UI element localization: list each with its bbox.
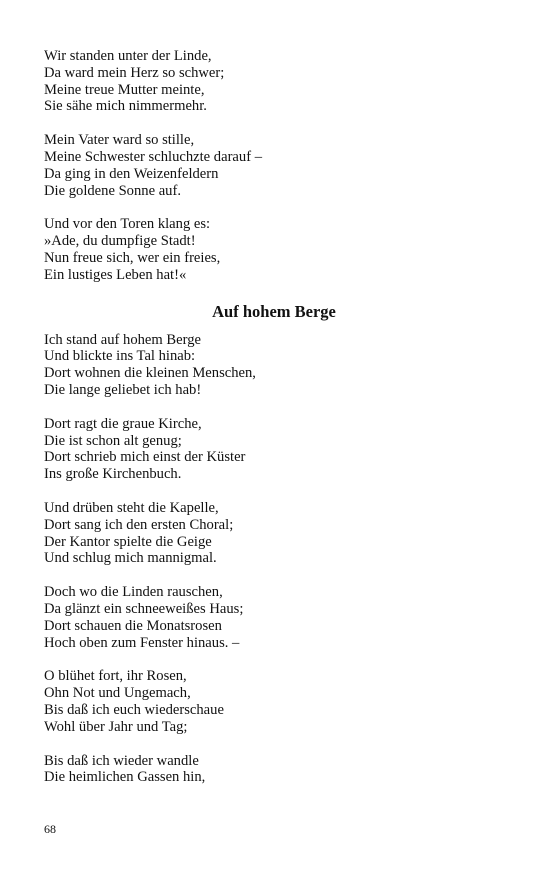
verse-line: Die lange geliebet ich hab! [44,381,202,398]
verse-line: Ein lustiges Leben hat!« [44,266,187,283]
verse-line: Mein Vater ward so stille, [44,132,195,149]
verse-line: Meine treue Mutter meinte, [44,81,205,98]
verse-line: Hoch oben zum Fenster hinaus. – [44,634,240,651]
verse-line: Dort schauen die Monatsrosen [44,617,222,634]
verse-line: Die ist schon alt genug; [44,432,182,449]
poem-auf-hohem-berge [44,332,504,787]
stanza [44,216,504,283]
verse-line: Da glänzt ein schneeweißes Haus; [44,600,244,617]
stanza [44,668,504,735]
verse-line: Nun freue sich, wer ein freies, [44,249,221,266]
verse-line: Die goldene Sonne auf. [44,182,181,199]
verse-line: Dort wohnen die kleinen Menschen, [44,365,256,382]
verse-line: Doch wo die Linden rauschen, [44,584,223,601]
verse-line: O blühet fort, ihr Rosen, [44,668,187,685]
verse-line: Sie sähe mich nimmermehr. [44,98,207,115]
verse-line: Meine Schwester schluchzte darauf – [44,148,263,165]
verse-line: Ich stand auf hohem Berge [44,331,201,348]
verse-line: Ins große Kirchenbuch. [44,466,182,483]
verse-line: Und schlug mich mannigmal. [44,550,217,567]
verse-line: Bis daß ich euch wiederschaue [44,701,224,718]
stanza [44,500,504,567]
poem-continuation [44,48,504,284]
page-content [44,48,504,803]
verse-line: Wohl über Jahr und Tag; [44,718,188,735]
verse-line: Dort schrieb mich einst der Küster [44,449,246,466]
stanza [44,416,504,483]
verse-line: Da ging in den Weizenfeldern [44,165,219,182]
verse-line: Dort sang ich den ersten Choral; [44,516,234,533]
stanza [44,48,504,115]
page-number: 68 [44,822,56,836]
verse-line: Die heimlichen Gassen hin, [44,769,206,786]
verse-line: Und vor den Toren klang es: [44,216,211,233]
verse-line: Dort ragt die graue Kirche, [44,415,202,432]
verse-line: Bis daß ich wieder wandle [44,752,199,769]
stanza [44,332,504,399]
verse-line: Wir standen unter der Linde, [44,48,212,64]
poem-title: Auf hohem Berge [212,301,336,321]
verse-line: Ohn Not und Ungemach, [44,685,191,702]
verse-line: »Ade, du dumpfige Stadt! [44,233,196,250]
verse-line: Da ward mein Herz so schwer; [44,64,225,81]
verse-line: Und drüben steht die Kapelle, [44,499,219,516]
verse-line: Und blickte ins Tal hinab: [44,348,196,365]
stanza [44,132,504,199]
verse-line: Der Kantor spielte die Geige [44,533,212,550]
stanza [44,753,504,787]
stanza [44,584,504,651]
